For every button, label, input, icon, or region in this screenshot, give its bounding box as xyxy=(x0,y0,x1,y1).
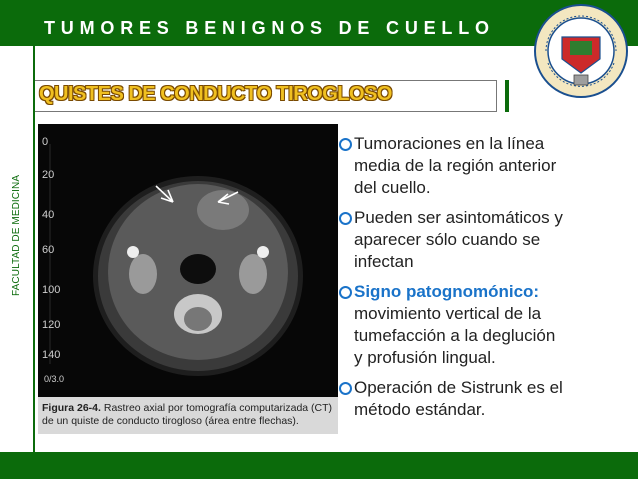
ct-bottom-readout: 0/3.0 xyxy=(44,374,65,384)
ct-tick-label: 0 xyxy=(42,136,49,148)
ring-bullet-icon xyxy=(339,212,352,225)
bullet-text: movimiento vertical de la tumefacción a la deglución y profusión lingual. xyxy=(354,304,556,367)
caption-label: Figura 26-4. xyxy=(42,402,101,414)
university-seal-icon xyxy=(532,3,630,99)
ct-tick-label: 40 xyxy=(42,209,55,221)
bullet-list xyxy=(340,133,630,429)
subtitle-box xyxy=(35,80,497,112)
ct-tick-label: 120 xyxy=(42,319,61,331)
subtitle-accent-bar xyxy=(505,80,509,112)
footer-band xyxy=(0,452,638,479)
ct-tick-label: 140 xyxy=(42,349,61,361)
ct-scan-image xyxy=(38,124,338,397)
bullet-text: Operación de Sistrunk es el método estándar. xyxy=(354,378,563,419)
caption-text: Rastreo axial por tomografía computarizada (CT) de un quiste de conducto tirogloso (área entre flechas). xyxy=(42,402,333,427)
bullet-item xyxy=(340,377,630,421)
bullet-bold-text: Signo patognomónico: xyxy=(354,282,540,301)
bullet-item xyxy=(340,207,630,273)
slide-subtitle: QUISTES DE CONDUCTO TIROGLOSO xyxy=(39,83,392,105)
vertical-divider xyxy=(33,0,35,452)
ring-bullet-icon xyxy=(339,138,352,151)
ct-tick-label: 60 xyxy=(42,244,55,256)
ring-bullet-icon xyxy=(339,382,352,395)
bullet-text: Tumoraciones en la línea media de la región anterior del cuello. xyxy=(354,134,557,197)
ct-scan-graphic xyxy=(38,124,338,397)
bullet-item xyxy=(340,281,630,369)
ct-tick-label: 100 xyxy=(42,284,61,296)
ring-bullet-icon xyxy=(339,286,352,299)
figure-caption xyxy=(42,402,334,428)
faculty-label: FACULTAD DE MEDICINA xyxy=(11,174,22,296)
bullet-item xyxy=(340,133,630,199)
page-title: TUMORES BENIGNOS DE CUELLO xyxy=(44,18,495,38)
ct-tick-label: 20 xyxy=(42,169,55,181)
ct-figure xyxy=(38,124,338,434)
bullet-text: Pueden ser asintomáticos y aparecer sólo cuando se infectan xyxy=(354,208,563,271)
